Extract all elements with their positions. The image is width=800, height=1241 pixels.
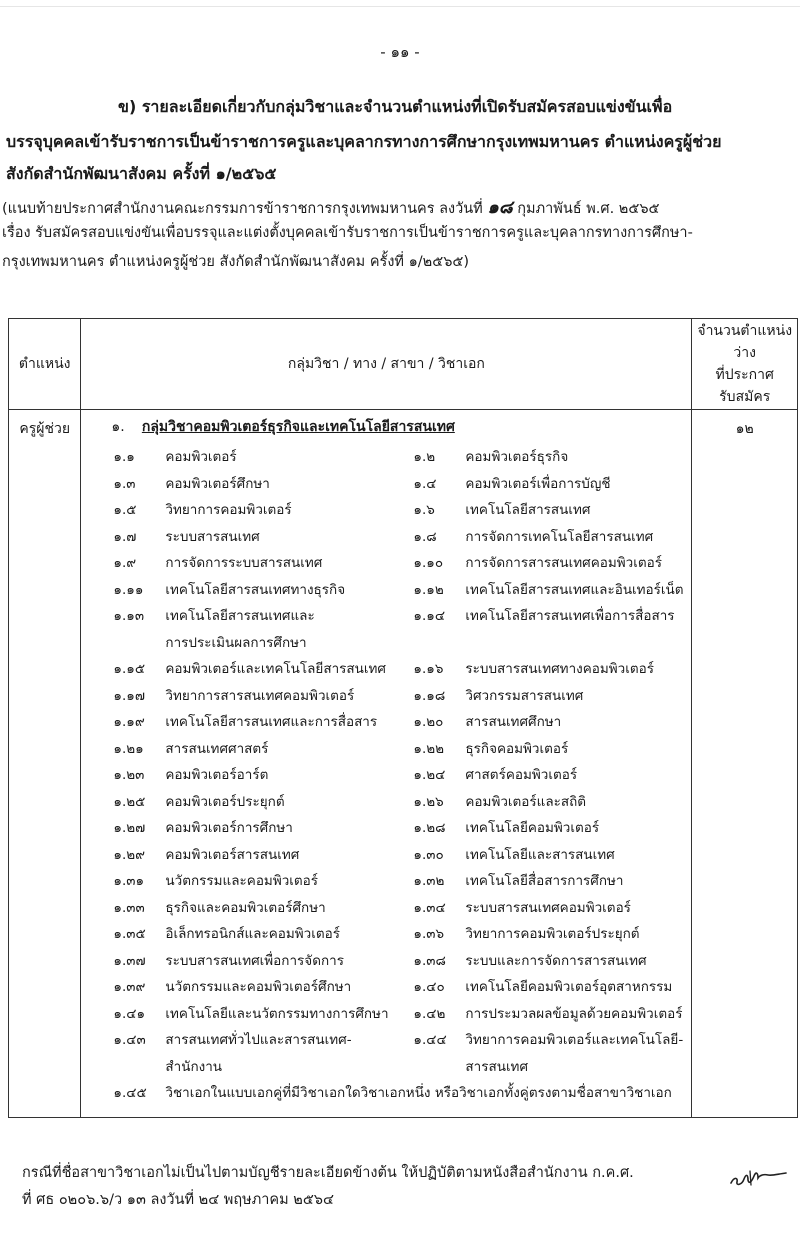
list-item <box>391 683 691 710</box>
item-name <box>465 815 691 842</box>
list-item <box>391 1001 691 1028</box>
item-name <box>165 577 391 604</box>
item-name <box>465 895 691 922</box>
item-name-line: สารสนเทศศาสตร์ <box>165 740 269 757</box>
list-item <box>391 842 691 869</box>
reference-month-year: กุมภาพันธ์ พ.ศ. ๒๕๖๕ <box>517 201 660 217</box>
item-number: ๑.๑๑ <box>113 581 144 598</box>
item-name-line: นวัตกรรมและคอมพิวเตอร์ศึกษา <box>165 979 352 995</box>
item-number: ๑.๔๕ <box>113 1085 147 1101</box>
item-number: ๑.๓๘ <box>413 952 446 969</box>
list-item <box>91 948 391 975</box>
item-name <box>165 815 391 842</box>
item-name-line: การประมวลผลข้อมูลด้วยคอมพิวเตอร์ <box>465 1005 683 1022</box>
list-item <box>91 762 391 789</box>
header-subjects: กลุ่มวิชา / ทาง / สาขา / วิชาเอก <box>81 319 692 410</box>
item-number: ๑.๔๓ <box>113 1032 146 1048</box>
item-name-line: เทคโนโลยีสารสนเทศและการสื่อสาร <box>165 714 378 730</box>
item-number: ๑.๒๘ <box>413 820 446 836</box>
item-name-line: วิศวกรรมสารสนเทศ <box>465 687 584 704</box>
item-number: ๑.๒๐ <box>413 714 444 730</box>
item-name <box>465 577 691 604</box>
item-name <box>165 683 391 710</box>
table-row <box>9 410 798 1118</box>
item-number: ๑.๒๙ <box>113 846 146 863</box>
reference-line-1 <box>2 192 660 221</box>
item-name <box>465 948 691 975</box>
item-number: ๑.๑๓ <box>113 608 145 624</box>
item-name <box>465 444 691 471</box>
item-name-line: เทคโนโลยีสารสนเทศเพื่อการสื่อสาร <box>465 608 675 624</box>
item-number: ๑.๗ <box>113 528 137 545</box>
item-name-line: คอมพิวเตอร์ศึกษา <box>165 475 270 492</box>
item-number: ๑.๔๒ <box>413 1005 446 1022</box>
item-number: ๑.๑๗ <box>113 687 145 704</box>
list-item <box>391 789 691 816</box>
item-number: ๑.๒๑ <box>113 740 144 757</box>
item-number: ๑.๓ <box>113 475 136 492</box>
item-name-line: การจัดการระบบสารสนเทศ <box>165 555 323 571</box>
item-name <box>165 444 391 471</box>
item-number: ๑.๓๖ <box>413 926 445 942</box>
item-number: ๑.๓๓ <box>113 899 145 916</box>
item-name-line: สารสนเทศทั่วไปและสารสนเทศ- <box>165 1032 352 1048</box>
item-name-line: เทคโนโลยีสารสนเทศและอินเทอร์เน็ต <box>465 581 684 598</box>
group-name: กลุ่มวิชาคอมพิวเตอร์ธุรกิจและเทคโนโลยีสารสนเทศ <box>141 419 455 435</box>
item-name <box>165 921 391 948</box>
list-item <box>91 471 391 498</box>
list-item <box>391 524 691 551</box>
list-item <box>391 815 691 842</box>
item-number: ๑.๒๖ <box>413 793 444 810</box>
item-name <box>465 550 691 577</box>
item-name-line: อิเล็กทรอนิกส์และคอมพิวเตอร์ <box>165 926 340 942</box>
list-item <box>91 921 391 948</box>
reference-prefix: (แนบท้ายประกาศสำนักงานคณะกรรมการข้าราชการกรุงเทพมหานคร ลงวันที่ <box>2 201 483 217</box>
item-name-line: เทคโนโลยีสารสนเทศ <box>465 502 591 518</box>
heading-line-2: บรรจุบุคคลเข้ารับราชการเป็นข้าราชการครูและบุคลากรทางการศึกษากรุงเทพมหานคร ตำแหน่งครูผู้ช่วย <box>6 132 722 151</box>
item-number: ๑.๓๕ <box>113 926 146 942</box>
quantity-cell: ๑๒ <box>692 410 798 1118</box>
heading-line-1: ข) รายละเอียดเกี่ยวกับกลุ่มวิชาและจำนวนตำแหน่งที่เปิดรับสมัครสอบแข่งขันเพื่อ <box>118 97 673 116</box>
item-name-line: คอมพิวเตอร์และสถิติ <box>465 793 587 810</box>
list-item <box>391 921 691 948</box>
list-item <box>391 1027 691 1080</box>
item-number: ๑.๒๕ <box>113 793 146 810</box>
item-name <box>165 1001 391 1028</box>
item-name-line: เทคโนโลยีและนวัตกรรมทางการศึกษา <box>165 1005 389 1022</box>
item-name <box>165 948 391 975</box>
item-number: ๑.๙ <box>113 555 137 571</box>
heading-line-3: สังกัดสำนักพัฒนาสังคม ครั้งที่ ๑/๒๕๖๕ <box>6 164 277 183</box>
item-name <box>165 1027 391 1080</box>
item-name-line: คอมพิวเตอร์และเทคโนโลยีสารสนเทศ <box>165 661 386 677</box>
list-item <box>391 603 691 656</box>
list-item <box>91 577 391 604</box>
item-name <box>465 656 691 683</box>
item-number: ๑.๑๘ <box>413 687 446 704</box>
item-name-line: เทคโนโลยีและสารสนเทศ <box>465 846 615 863</box>
list-item <box>391 497 691 524</box>
list-item <box>91 736 391 763</box>
list-item <box>391 736 691 763</box>
item-number: ๑.๑ <box>113 449 135 465</box>
item-name <box>465 497 691 524</box>
item-name-line: วิทยาการคอมพิวเตอร์ประยุกต์ <box>465 926 640 942</box>
item-name <box>165 736 391 763</box>
list-item <box>91 1027 391 1080</box>
list-item <box>391 577 691 604</box>
list-item <box>391 444 691 471</box>
handwritten-signature <box>728 1165 788 1189</box>
item-name <box>465 762 691 789</box>
item-number: ๑.๔๐ <box>413 979 445 995</box>
list-item <box>91 974 391 1001</box>
item-name-line: ศาสตร์คอมพิวเตอร์ <box>465 767 578 783</box>
item-number: ๑.๔๔ <box>413 1032 447 1048</box>
item-number: ๑.๖ <box>413 502 435 518</box>
list-item <box>91 444 391 471</box>
list-item <box>91 842 391 869</box>
item-name-line: เทคโนโลยีสื่อสารการศึกษา <box>465 873 624 889</box>
item-name <box>165 762 391 789</box>
item-number: ๑.๑๔ <box>413 608 446 624</box>
item-name-line: วิทยาการคอมพิวเตอร์และเทคโนโลยี- <box>465 1032 684 1048</box>
item-name-line: คอมพิวเตอร์การศึกษา <box>165 820 293 836</box>
item-name <box>165 709 391 736</box>
item-name <box>465 842 691 869</box>
item-number: ๑.๔ <box>413 475 437 492</box>
item-name-continuation: สำนักงาน <box>165 1058 223 1075</box>
item-name <box>465 471 691 498</box>
item-number: ๑.๑๒ <box>413 581 444 598</box>
footer-note <box>22 1160 634 1214</box>
item-name <box>165 1080 691 1107</box>
item-number: ๑.๘ <box>413 528 437 545</box>
item-name-line: วิทยาการสารสนเทศคอมพิวเตอร์ <box>165 687 355 704</box>
header-quantity-line-3: รับสมัคร <box>719 389 771 405</box>
subjects-cell <box>81 410 692 1118</box>
top-border-line <box>0 6 800 7</box>
list-item <box>391 762 691 789</box>
item-name-line: คอมพิวเตอร์ประยุกต์ <box>165 793 285 810</box>
item-name-line: เทคโนโลยีสารสนเทศและ <box>165 608 315 624</box>
item-name <box>165 524 391 551</box>
header-quantity-line-2: ที่ประกาศ <box>715 367 774 383</box>
list-item <box>91 709 391 736</box>
item-name-continuation: การประเมินผลการศึกษา <box>165 634 307 651</box>
item-name-line: เทคโนโลยีคอมพิวเตอร์อุตสาหกรรม <box>465 979 673 995</box>
item-name-line: สารสนเทศศึกษา <box>465 714 562 730</box>
item-name-continuation: สารสนเทศ <box>465 1058 529 1075</box>
reference-line-2: เรื่อง รับสมัครสอบแข่งขันเพื่อบรรจุและแต่งตั้งบุคคลเข้ารับราชการเป็นข้าราชการครูและบุคลากรทางการศึกษา- <box>2 225 693 241</box>
item-number: ๑.๓๑ <box>113 873 145 889</box>
list-item <box>91 497 391 524</box>
header-quantity-line-1: จำนวนตำแหน่งว่าง <box>697 323 793 361</box>
item-number: ๑.๑๙ <box>113 714 145 730</box>
footer-line-2: ที่ ศธ ๐๒๐๖.๖/ว ๑๓ ลงวันที่ ๒๔ พฤษภาคม ๒๕๖๔ <box>22 1192 334 1208</box>
list-item <box>91 1080 691 1107</box>
item-name <box>165 974 391 1001</box>
item-name-line: ระบบสารสนเทศ <box>165 528 260 545</box>
list-item <box>391 895 691 922</box>
item-number: ๑.๒๓ <box>113 767 145 783</box>
item-name <box>165 895 391 922</box>
position-cell: ครูผู้ช่วย <box>9 410 81 1118</box>
item-name <box>465 736 691 763</box>
item-name-line: คอมพิวเตอร์ธุรกิจ <box>465 449 569 465</box>
group-title <box>111 416 691 438</box>
item-name-line: คอมพิวเตอร์อาร์ต <box>165 767 269 783</box>
group-number: ๑. <box>111 419 125 435</box>
subjects-table <box>8 318 798 1118</box>
item-number: ๑.๔๑ <box>113 1005 146 1022</box>
list-item <box>91 1001 391 1028</box>
item-name <box>165 789 391 816</box>
item-number: ๑.๒๒ <box>413 740 445 757</box>
page-number: - ๑๑ - <box>380 43 420 61</box>
item-name-line: วิทยาการคอมพิวเตอร์ <box>165 502 292 518</box>
item-name <box>465 709 691 736</box>
item-name-line: ระบบสารสนเทศทางคอมพิวเตอร์ <box>465 661 654 677</box>
item-name <box>465 1027 691 1080</box>
item-name-line: วิชาเอกในแบบเอกคู่ที่มีวิชาเอกใดวิชาเอกหนึ่ง หรือวิชาเอกทั้งคู่ตรงตามชื่อสาขาวิชาเอก <box>165 1085 672 1101</box>
list-item <box>91 895 391 922</box>
list-item <box>91 789 391 816</box>
item-name <box>465 524 691 551</box>
list-item <box>391 471 691 498</box>
item-name-line: ธุรกิจและคอมพิวเตอร์ศึกษา <box>165 899 326 916</box>
item-name-line: ระบบและการจัดการสารสนเทศ <box>465 952 647 969</box>
item-name-line: เทคโนโลยีคอมพิวเตอร์ <box>465 820 600 836</box>
item-name <box>165 868 391 895</box>
item-number: ๑.๑๖ <box>413 661 444 677</box>
handwritten-date: ๑๘ <box>487 197 513 218</box>
item-name-line: คอมพิวเตอร์เพื่อการบัญชี <box>465 475 611 492</box>
item-number: ๑.๑๕ <box>113 661 146 677</box>
list-item <box>91 603 391 656</box>
item-name-line: การจัดการสารสนเทศคอมพิวเตอร์ <box>465 555 662 571</box>
table-header-row <box>9 319 798 410</box>
list-item <box>91 815 391 842</box>
item-name <box>165 471 391 498</box>
item-name-line: การจัดการเทคโนโลยีสารสนเทศ <box>465 528 654 545</box>
item-name <box>465 683 691 710</box>
item-number: ๑.๓๒ <box>413 873 445 889</box>
list-item <box>91 868 391 895</box>
item-name-line: คอมพิวเตอร์ <box>165 449 237 465</box>
subject-list <box>91 444 691 1107</box>
list-item <box>91 524 391 551</box>
item-name <box>465 868 691 895</box>
item-name-line: ธุรกิจคอมพิวเตอร์ <box>465 740 569 757</box>
list-item <box>391 974 691 1001</box>
list-item <box>391 656 691 683</box>
item-name <box>165 497 391 524</box>
footer-line-1: กรณีที่ชื่อสาขาวิชาเอกไม่เป็นไปตามบัญชีรายละเอียดข้างต้น ให้ปฏิบัติตามหนังสือสำนักงาน ก.ค.ศ. <box>22 1165 634 1181</box>
item-number: ๑.๒๗ <box>113 820 146 836</box>
item-name <box>465 1001 691 1028</box>
list-item <box>91 683 391 710</box>
header-position: ตำแหน่ง <box>9 319 81 410</box>
item-number: ๑.๓๗ <box>113 952 146 969</box>
item-name-line: ระบบสารสนเทศเพื่อการจัดการ <box>165 952 344 969</box>
item-number: ๑.๒ <box>413 449 436 465</box>
reference-line-3: กรุงเทพมหานคร ตำแหน่งครูผู้ช่วย สังกัดสำนักพัฒนาสังคม ครั้งที่ ๑/๒๕๖๕) <box>2 254 470 270</box>
item-name <box>165 550 391 577</box>
list-item <box>391 709 691 736</box>
item-name <box>165 656 391 683</box>
header-quantity <box>692 319 798 410</box>
list-item <box>391 550 691 577</box>
item-number: ๑.๒๔ <box>413 767 446 783</box>
item-name-line: นวัตกรรมและคอมพิวเตอร์ <box>165 873 319 889</box>
item-number: ๑.๓๙ <box>113 979 146 995</box>
item-number: ๑.๑๐ <box>413 555 444 571</box>
item-name <box>165 603 391 656</box>
item-name-line: ระบบสารสนเทศคอมพิวเตอร์ <box>465 899 631 916</box>
item-name <box>465 603 691 656</box>
item-name-line: เทคโนโลยีสารสนเทศทางธุรกิจ <box>165 581 346 598</box>
item-number: ๑.๓๐ <box>413 846 444 863</box>
list-item <box>391 868 691 895</box>
list-item <box>391 948 691 975</box>
item-name <box>465 921 691 948</box>
item-name <box>465 974 691 1001</box>
list-item <box>91 656 391 683</box>
item-name-line: คอมพิวเตอร์สารสนเทศ <box>165 846 300 863</box>
list-item <box>91 550 391 577</box>
item-name <box>465 789 691 816</box>
item-name <box>165 842 391 869</box>
item-number: ๑.๓๔ <box>413 899 446 916</box>
item-number: ๑.๕ <box>113 502 137 518</box>
